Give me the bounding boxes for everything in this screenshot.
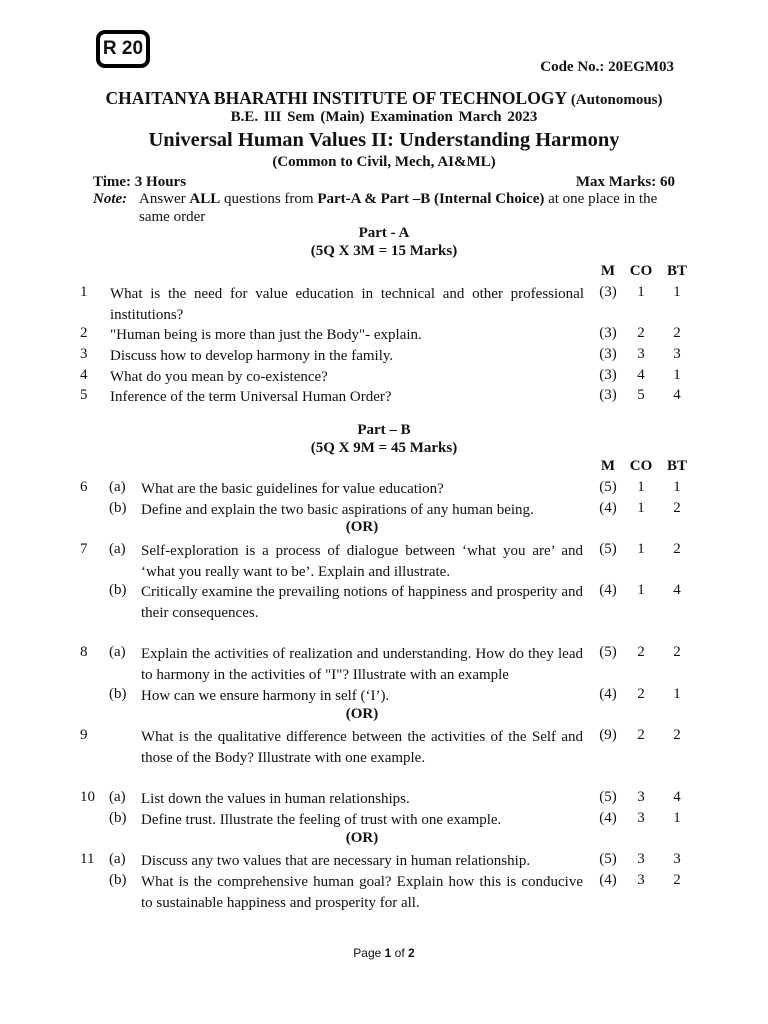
page-number — [0, 946, 768, 960]
sub-question-label: (b) — [109, 686, 127, 702]
or-separator: (OR) — [345, 706, 379, 722]
part-a-marks: (5Q X 3M = 15 Marks) — [310, 243, 458, 259]
question-co: 1 — [637, 479, 645, 495]
note-text-all: ALL — [189, 191, 221, 207]
question-co: 2 — [637, 727, 645, 743]
part-b-title: Part – B — [357, 422, 411, 438]
question-text: Discuss how to develop harmony in the family. — [110, 348, 394, 364]
institute-title: CHAITANYA BHARATHI INSTITUTE OF TECHNOLOGY — [105, 88, 567, 108]
question-co: 3 — [637, 851, 645, 867]
question-text: What do you mean by co-existence? — [110, 369, 328, 385]
question-marks: (4) — [599, 500, 617, 516]
question-number: 1 — [80, 284, 88, 300]
question-co: 3 — [637, 346, 645, 362]
question-co: 1 — [637, 541, 645, 557]
column-m-header: M — [600, 263, 616, 279]
question-marks: (3) — [599, 346, 617, 362]
sub-question-label: (b) — [109, 810, 127, 826]
sub-question-label: (b) — [109, 582, 127, 598]
part-b-marks: (5Q X 9M = 45 Marks) — [310, 440, 458, 456]
note-text-3: questions from — [220, 191, 318, 207]
max-marks: Max Marks: 60 — [575, 174, 675, 190]
page-prefix: Page — [353, 946, 385, 960]
question-bt: 1 — [673, 686, 681, 702]
question-text: What is the qualitative difference between the activities of the Self and those of the Body? Illustrate with one example. — [141, 729, 583, 766]
question-co: 2 — [637, 686, 645, 702]
question-bt: 1 — [673, 810, 681, 826]
question-number: 6 — [80, 479, 88, 495]
question-text: Critically examine the prevailing notions of happiness and prosperity and their consequences. — [141, 584, 583, 621]
page-mid: of — [391, 946, 409, 960]
question-bt: 2 — [673, 500, 681, 516]
question-text: What is the need for value education in technical and other professional institutions? — [110, 286, 584, 323]
note — [93, 190, 693, 225]
question-marks: (3) — [599, 367, 617, 383]
or-separator: (OR) — [345, 830, 379, 846]
exam-title: B.E. III Sem (Main) Examination March 2023 — [230, 109, 538, 125]
question-number: 11 — [80, 851, 95, 867]
note-label: Note: — [93, 191, 128, 207]
question-bt: 3 — [673, 851, 681, 867]
question-number: 2 — [80, 325, 88, 341]
autonomous-label: (Autonomous) — [570, 92, 663, 108]
question-text: Define and explain the two basic aspirations of any human being. — [141, 502, 534, 518]
note-text-5: at one place in the same order — [139, 191, 658, 225]
question-co: 5 — [637, 387, 645, 403]
or-separator: (OR) — [345, 519, 379, 535]
question-co: 1 — [637, 582, 645, 598]
question-co: 2 — [637, 325, 645, 341]
page-current: 1 — [384, 946, 392, 960]
question-co: 1 — [637, 284, 645, 300]
question-co: 2 — [637, 644, 645, 660]
question-text: What are the basic guidelines for value education? — [141, 481, 444, 497]
sub-question-label: (b) — [109, 872, 127, 888]
question-marks: (4) — [599, 810, 617, 826]
question-marks: (5) — [599, 541, 617, 557]
question-bt: 1 — [673, 367, 681, 383]
question-bt: 2 — [673, 644, 681, 660]
question-marks: (9) — [599, 727, 617, 743]
question-co: 4 — [637, 367, 645, 383]
question-bt: 1 — [673, 479, 681, 495]
question-bt: 2 — [673, 727, 681, 743]
question-text: Explain the activities of realization and understanding. How do they lead to harmony in the activities of "I"? Illustrate with an example — [141, 646, 583, 683]
question-bt: 2 — [673, 325, 681, 341]
column-m-header-b: M — [600, 458, 616, 474]
question-bt: 4 — [673, 789, 681, 805]
page-total: 2 — [408, 946, 415, 960]
institute-name — [0, 88, 768, 109]
question-marks: (3) — [599, 284, 617, 300]
question-bt: 3 — [673, 346, 681, 362]
question-text: How can we ensure harmony in self (‘I’). — [141, 688, 390, 704]
question-text: List down the values in human relationships. — [141, 791, 410, 807]
sub-question-label: (a) — [109, 851, 126, 867]
question-text: Inference of the term Universal Human Order? — [110, 389, 392, 405]
note-text-parts: Part-A & Part –B (Internal Choice) — [317, 191, 545, 207]
r20-logo: R 20 — [96, 30, 150, 68]
sub-question-label: (a) — [109, 789, 126, 805]
question-number: 10 — [80, 789, 95, 805]
question-marks: (3) — [599, 387, 617, 403]
sub-question-label: (a) — [109, 479, 126, 495]
question-marks: (4) — [599, 872, 617, 888]
question-marks: (5) — [599, 644, 617, 660]
code-number: Code No.: 20EGM03 — [540, 59, 674, 75]
note-text — [139, 190, 679, 226]
question-marks: (5) — [599, 851, 617, 867]
question-text: What is the comprehensive human goal? Explain how this is conducive to sustainable happiness and prosperity for all. — [141, 874, 583, 911]
question-co: 3 — [637, 810, 645, 826]
question-number: 7 — [80, 541, 88, 557]
question-co: 1 — [637, 500, 645, 516]
question-marks: (4) — [599, 686, 617, 702]
question-number: 5 — [80, 387, 88, 403]
sub-question-label: (a) — [109, 541, 126, 557]
question-marks: (5) — [599, 789, 617, 805]
question-bt: 1 — [673, 284, 681, 300]
question-text: "Human being is more than just the Body"- explain. — [110, 327, 422, 343]
column-co-header: CO — [629, 263, 653, 279]
sub-question-label: (b) — [109, 500, 127, 516]
question-co: 3 — [637, 872, 645, 888]
question-number: 9 — [80, 727, 88, 743]
question-number: 4 — [80, 367, 88, 383]
time-duration: Time: 3 Hours — [93, 174, 187, 190]
common-to: (Common to Civil, Mech, AI&ML) — [272, 154, 496, 170]
question-co: 3 — [637, 789, 645, 805]
question-bt: 2 — [673, 872, 681, 888]
question-bt: 4 — [673, 387, 681, 403]
subject-title: Universal Human Values II: Understanding Harmony — [148, 129, 620, 151]
part-a-title: Part - A — [358, 225, 410, 241]
note-text-1: Answer — [139, 191, 190, 207]
question-number: 8 — [80, 644, 88, 660]
question-text: Define trust. Illustrate the feeling of trust with one example. — [141, 812, 502, 828]
question-marks: (5) — [599, 479, 617, 495]
sub-question-label: (a) — [109, 644, 126, 660]
question-number: 3 — [80, 346, 88, 362]
question-marks: (4) — [599, 582, 617, 598]
question-marks: (3) — [599, 325, 617, 341]
question-bt: 4 — [673, 582, 681, 598]
column-co-header-b: CO — [629, 458, 653, 474]
column-bt-header: BT — [666, 263, 687, 279]
question-text: Self-exploration is a process of dialogue between ‘what you are’ and ‘what you really want to be’. Explain and illustrate. — [141, 543, 583, 580]
column-bt-header-b: BT — [666, 458, 687, 474]
question-bt: 2 — [673, 541, 681, 557]
question-text: Discuss any two values that are necessary in human relationship. — [141, 853, 531, 869]
